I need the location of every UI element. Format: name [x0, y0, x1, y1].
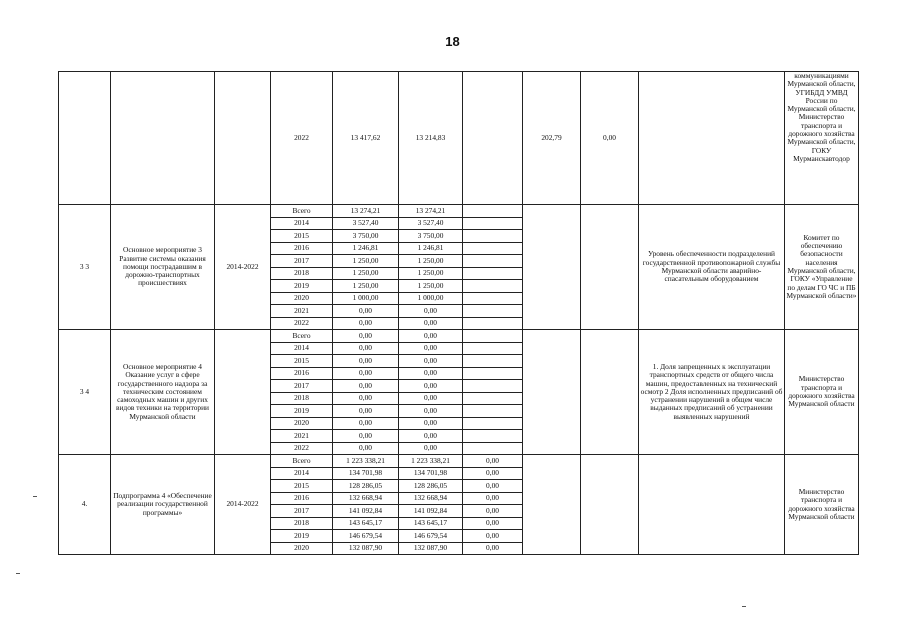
cell-regional: 13 214,83 [399, 72, 463, 205]
cell-regional: 0,00 [399, 442, 463, 455]
cell-year: Всего [271, 205, 333, 218]
cell-year: Всего [271, 455, 333, 468]
cell-year: 2015 [271, 355, 333, 368]
cell-local: 0,00 [463, 467, 523, 480]
cell-local [463, 242, 523, 255]
page-number: 18 [445, 34, 460, 49]
block-name: Основное мероприятие 3 Развитие системы оказания помощи пострадавшим в дорожно-транспортных происшествиях [111, 205, 215, 330]
cell-total: 143 645,17 [333, 517, 399, 530]
cell-local [463, 217, 523, 230]
table-row-continued [59, 72, 859, 205]
program-table [58, 71, 859, 555]
table-row [59, 455, 859, 468]
cell-local [463, 317, 523, 330]
cell-year: 2021 [271, 305, 333, 318]
cell-total: 1 246,81 [333, 242, 399, 255]
block-name: Основное мероприятие 4 Оказание услуг в сфере государственного надзора за техническим состоянием самоходных машин и других видов техники на территории Мурманской области [111, 330, 215, 455]
cell-local [463, 367, 523, 380]
cell-regional: 0,00 [399, 330, 463, 343]
cell-total: 146 679,54 [333, 530, 399, 543]
cell-indicator [639, 72, 785, 205]
cell-total: 0,00 [333, 380, 399, 393]
cell-local: 0,00 [463, 492, 523, 505]
cell-name [111, 72, 215, 205]
cell-total: 0,00 [333, 442, 399, 455]
block-name: Подпрограмма 4 «Обеспечение реализации государственной программы» [111, 455, 215, 555]
cell-regional: 3 527,40 [399, 217, 463, 230]
cell-total: 141 092,84 [333, 505, 399, 518]
scan-mark [16, 573, 20, 574]
cell-local [463, 267, 523, 280]
cell-total: 0,00 [333, 367, 399, 380]
cell-local [463, 280, 523, 293]
cell-year: 2020 [271, 417, 333, 430]
cell-year: 2014 [271, 217, 333, 230]
cell-regional: 1 000,00 [399, 292, 463, 305]
cell-local [463, 72, 523, 205]
cell-regional: 0,00 [399, 317, 463, 330]
cell-total: 0,00 [333, 355, 399, 368]
cell-regional: 0,00 [399, 342, 463, 355]
cell-total: 3 750,00 [333, 230, 399, 243]
cell-regional: 146 679,54 [399, 530, 463, 543]
cell-regional: 13 274,21 [399, 205, 463, 218]
cell-year: 2014 [271, 467, 333, 480]
cell-year: 2016 [271, 367, 333, 380]
cell-total: 1 250,00 [333, 280, 399, 293]
cell-local [463, 255, 523, 268]
cell-year: 2021 [271, 430, 333, 443]
cell-total: 0,00 [333, 417, 399, 430]
cell-local: 0,00 [463, 505, 523, 518]
cell-local: 0,00 [463, 542, 523, 555]
cell-period [215, 72, 271, 205]
cell-total: 0,00 [333, 305, 399, 318]
cell-regional: 1 223 338,21 [399, 455, 463, 468]
cell-total: 13 417,62 [333, 72, 399, 205]
cell-total: 13 274,21 [333, 205, 399, 218]
cell-local [463, 342, 523, 355]
cell-total: 132 087,90 [333, 542, 399, 555]
cell-year: 2019 [271, 530, 333, 543]
block-executor: Министерство транспорта и дорожного хозяйства Мурманской области [785, 455, 859, 555]
cell-local: 0,00 [463, 517, 523, 530]
cell-year: 2018 [271, 267, 333, 280]
block-number: 3 4 [59, 330, 111, 455]
cell-total: 1 223 338,21 [333, 455, 399, 468]
cell-year: 2018 [271, 392, 333, 405]
cell-local: 0,00 [463, 455, 523, 468]
cell-year: 2015 [271, 230, 333, 243]
cell-year: 2017 [271, 505, 333, 518]
block-number: 3 3 [59, 205, 111, 330]
cell-total: 0,00 [333, 430, 399, 443]
cell-local [463, 355, 523, 368]
cell-local [463, 330, 523, 343]
cell-total: 1 250,00 [333, 255, 399, 268]
block-period [215, 330, 271, 455]
block-indicator: 1. Доля запрещенных к эксплуатации транспортных средств от общего числа машин, предоставленных на технический осмотр 2 Доля исполненных предписаний об устранении нарушений в общем числе выданных предписаний об устранении выявленных нарушений [639, 330, 785, 455]
cell-other [581, 330, 639, 455]
cell-other [581, 205, 639, 330]
cell-other [581, 455, 639, 555]
cell-year: 2019 [271, 280, 333, 293]
block-indicator [639, 455, 785, 555]
cell-regional: 141 092,84 [399, 505, 463, 518]
cell-year: 2020 [271, 542, 333, 555]
cell-total: 1 000,00 [333, 292, 399, 305]
cell-year: 2017 [271, 255, 333, 268]
block-period: 2014-2022 [215, 205, 271, 330]
cell-regional: 0,00 [399, 405, 463, 418]
cell-year: 2018 [271, 517, 333, 530]
cell-regional: 0,00 [399, 417, 463, 430]
cell-regional: 1 250,00 [399, 255, 463, 268]
cell-local [463, 405, 523, 418]
cell-regional: 0,00 [399, 392, 463, 405]
cell-total: 0,00 [333, 317, 399, 330]
cell-total: 3 527,40 [333, 217, 399, 230]
cell-local [463, 392, 523, 405]
cell-total: 0,00 [333, 330, 399, 343]
cell-local [463, 292, 523, 305]
cell-executor: коммуникациями Мурманской области, УГИБДД УМВД России по Мурманской области, Министерство транспорта и дорожного хозяйства Мурманской области, ГОКУ Мурманскавтодор [785, 72, 859, 205]
cell-total: 0,00 [333, 342, 399, 355]
cell-year: 2022 [271, 72, 333, 205]
block-executor: Министерство транспорта и дорожного хозяйства Мурманской области [785, 330, 859, 455]
cell-regional: 0,00 [399, 367, 463, 380]
cell-other: 0,00 [581, 72, 639, 205]
cell-regional: 3 750,00 [399, 230, 463, 243]
scan-mark [33, 496, 37, 497]
cell-year: Всего [271, 330, 333, 343]
cell-regional: 1 246,81 [399, 242, 463, 255]
scan-mark [742, 606, 746, 607]
cell-extrabudget [523, 205, 581, 330]
table-row [59, 205, 859, 218]
cell-regional: 0,00 [399, 355, 463, 368]
cell-regional: 132 668,94 [399, 492, 463, 505]
block-indicator: Уровень обеспеченности подразделений государственной противопожарной службы Мурманской области аварийно-спасательным оборудованием [639, 205, 785, 330]
cell-regional: 0,00 [399, 380, 463, 393]
cell-regional: 128 286,05 [399, 480, 463, 493]
cell-regional: 1 250,00 [399, 280, 463, 293]
cell-local [463, 380, 523, 393]
cell-extrabudget [523, 330, 581, 455]
table-body [59, 72, 859, 555]
cell-num [59, 72, 111, 205]
cell-local [463, 430, 523, 443]
cell-year: 2016 [271, 492, 333, 505]
cell-year: 2014 [271, 342, 333, 355]
cell-total: 132 668,94 [333, 492, 399, 505]
cell-local: 0,00 [463, 480, 523, 493]
cell-year: 2022 [271, 317, 333, 330]
cell-total: 1 250,00 [333, 267, 399, 280]
table-row [59, 330, 859, 343]
block-period: 2014-2022 [215, 455, 271, 555]
cell-regional: 143 645,17 [399, 517, 463, 530]
cell-extrabudget: 202,79 [523, 72, 581, 205]
cell-total: 0,00 [333, 392, 399, 405]
cell-local [463, 442, 523, 455]
cell-regional: 132 087,90 [399, 542, 463, 555]
cell-total: 134 701,98 [333, 467, 399, 480]
cell-total: 0,00 [333, 405, 399, 418]
cell-year: 2019 [271, 405, 333, 418]
cell-regional: 134 701,98 [399, 467, 463, 480]
cell-regional: 1 250,00 [399, 267, 463, 280]
cell-year: 2022 [271, 442, 333, 455]
block-number: 4. [59, 455, 111, 555]
cell-year: 2017 [271, 380, 333, 393]
cell-total: 128 286,05 [333, 480, 399, 493]
block-executor: Комитет по обеспечению безопасности населения Мурманской области, ГОКУ «Управление по делам ГО ЧС и ПБ Мурманской области» [785, 205, 859, 330]
cell-local [463, 417, 523, 430]
cell-local: 0,00 [463, 530, 523, 543]
cell-extrabudget [523, 455, 581, 555]
cell-local [463, 305, 523, 318]
cell-regional: 0,00 [399, 430, 463, 443]
cell-local [463, 230, 523, 243]
cell-local [463, 205, 523, 218]
cell-regional: 0,00 [399, 305, 463, 318]
cell-year: 2016 [271, 242, 333, 255]
cell-year: 2015 [271, 480, 333, 493]
cell-year: 2020 [271, 292, 333, 305]
